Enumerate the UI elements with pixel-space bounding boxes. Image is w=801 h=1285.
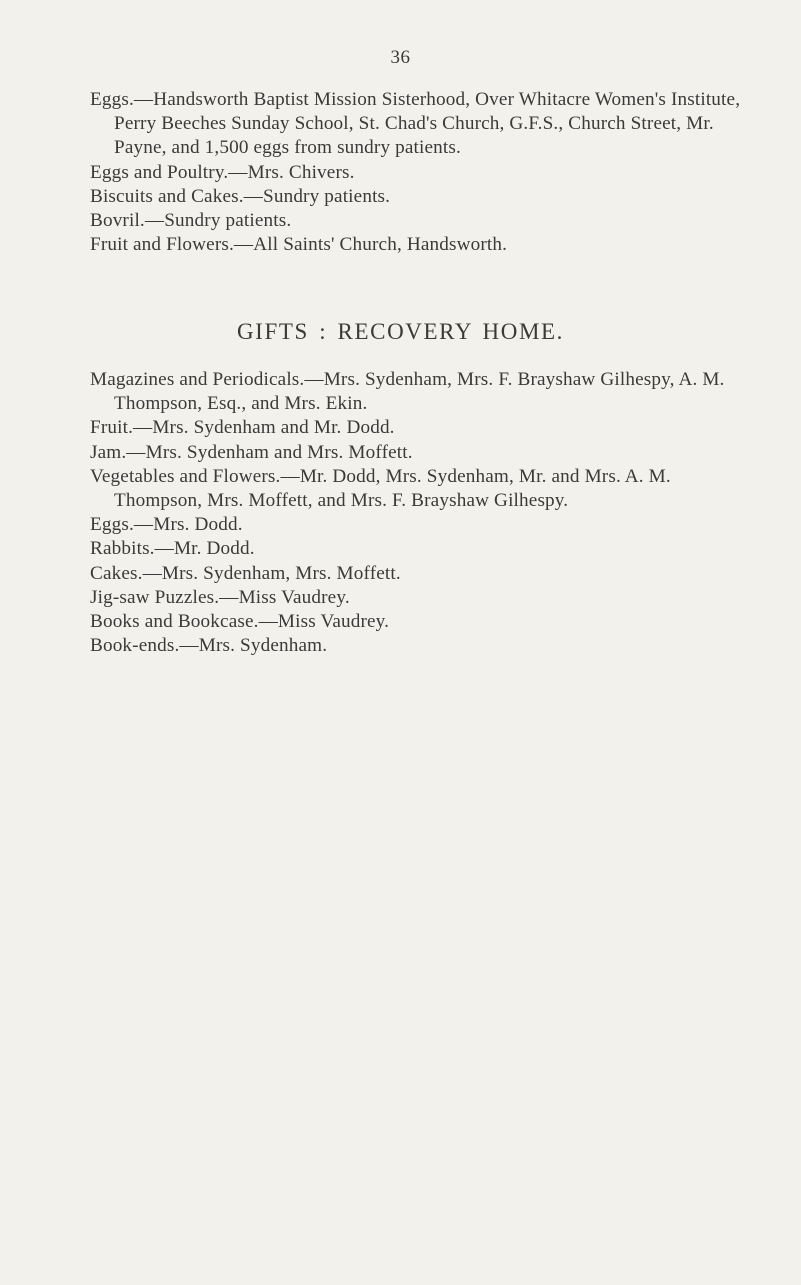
gift-entry: Jig-saw Puzzles.—Miss Vaudrey. (90, 586, 350, 608)
gift-entry: Eggs.—Mrs. Dodd. (90, 514, 243, 536)
gift-entry: Rabbits.—Mr. Dodd. (90, 538, 255, 560)
gifts-list-recovery-home (90, 368, 762, 658)
gift-entry: Vegetables and Flowers.—Mr. Dodd, Mrs. Sydenham, Mr. and Mrs. A. M. Thompson, Mrs. Moffett, and Mrs. F. Brayshaw Gilhespy. (90, 465, 671, 512)
gift-entry: Jam.—Mrs. Sydenham and Mrs. Moffett. (90, 441, 413, 463)
gift-entry: Magazines and Periodicals.—Mrs. Sydenham, Mrs. F. Brayshaw Gilhespy, A. M. Thompson, Esq., and Mrs. Ekin. (90, 369, 725, 415)
gift-entry: Fruit and Flowers.—All Saints' Church, Handsworth. (90, 234, 508, 256)
gifts-list-main (90, 88, 762, 257)
gift-entry: Eggs and Poultry.—Mrs. Chivers. (90, 161, 355, 183)
gift-entry: Biscuits and Cakes.—Sundry patients. (90, 185, 391, 207)
gift-entry: Cakes.—Mrs. Sydenham, Mrs. Moffett. (90, 562, 401, 584)
gift-entry: Eggs.—Handsworth Baptist Mission Sisterhood, Over Whitacre Women's Institute, Perry Beeches Sunday School, St. Chad's Church, G.F.S., Church Street, Mr. Payne, and 1,500 eggs from sundry patients. (90, 89, 741, 159)
gift-entry: Book-ends.—Mrs. Sydenham. (90, 635, 328, 657)
page-number: 36 (390, 47, 411, 68)
gift-entry: Bovril.—Sundry patients. (90, 210, 292, 232)
gift-entry: Fruit.—Mrs. Sydenham and Mr. Dodd. (90, 417, 395, 439)
section-heading-recovery-home: GIFTS : RECOVERY HOME. (236, 319, 565, 344)
gift-entry: Books and Bookcase.—Miss Vaudrey. (90, 611, 390, 633)
